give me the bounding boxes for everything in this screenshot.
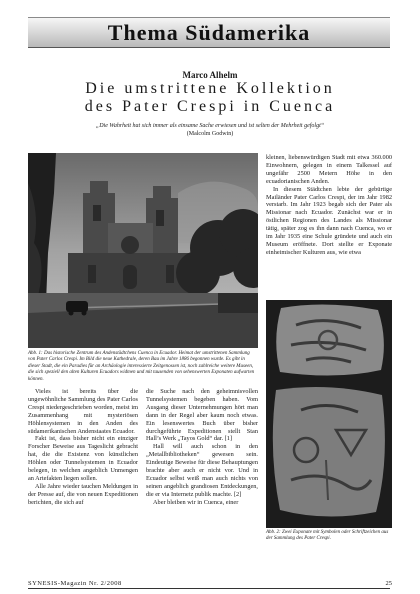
article-author: Marco Alhelm xyxy=(182,70,238,80)
paragraph: Fakt ist, dass bisher nicht ein einziger Forscher Beweise aus Tageslicht gebracht hat, die die Existenz von künstlichen Höhlen oder Tunnelsystemen in Ecuador belegen, in welchen angeblich Unmengen an Artefakten liegen sollen. xyxy=(28,435,138,482)
article-title-line-2: des Pater Crespi in Cuenca xyxy=(84,98,336,115)
figure-1-caption: Abb. 1: Das historische Zentrum des Andenstädtchens Cuenca in Ecuador. Heimat der umstrittenen Sammlung von Pater Carlos Crespi. Im Bild die neue Kathedrale, deren Bau im Jahre 1886 begonnen wurde. Es gibt in dieser Stadt, die ein Paradies für an Archäologie interessierte Zeitgenossen ist, noch zahlreiche weitere Museen, die sich speziell den alten Kulturen Ecuadors widmen und mit tausenden von sehenswerten Exponaten aufwarten können. xyxy=(28,351,255,382)
page-number: 25 xyxy=(385,580,392,587)
figure-2-caption: Abb. 2: Zwei Exponate mit Symbolen oder Schriftzeichen aus der Sammlung des Pater Crespi. xyxy=(266,530,389,542)
paragraph: In diesem Städtchen lebte der gebürtige Mailänder Pater Carlos Crespi, der im Jahr 1982 verstarb. Im Jahr 1923 begab sich der Pater als Missionar nach Ecuador. Zunächst war er in östlichen Regionen des Landes als Missionar tätig, später zog es ihn dann nach Cuenca, wo er im Jahr 1935 eine Schule gründete und auch ein Museum eröffnete. Dort stellte er Exponate einheimischer Kulturen aus, wie etwa xyxy=(266,185,392,256)
paragraph: Hall will auch schon in den „Metallbibliotheken“ gewesen sein. Eindeutige Beweise für diese Behauptungen brachte aber auch er nicht vor. Und in Ecuador selbst weiß man auch nichts von seinen angeblich grandiosen Entdeckungen, die er via Internetz publik machte. [2] xyxy=(146,443,258,498)
section-title: Thema Südamerika xyxy=(107,20,311,45)
cathedral-photo xyxy=(28,153,258,348)
paragraph: die Suche nach den geheimnisvollen Tunnelsystemen begeben haben. Vom Ausgang dieser Unternehmungen hört man dann in der Regel aber kaum noch etwas. Ein lesenswertes Buch über bisher durchgeführte Expeditionen stellt Stan Hall’s Werk „Tayos Gold“ dar. [1] xyxy=(146,388,258,443)
stone-exhibit-photo xyxy=(266,300,392,528)
magazine-issue: SYNESIS-Magazin Nr. 2/2008 xyxy=(28,580,122,587)
carved-stone-bottom xyxy=(273,387,385,517)
epigraph xyxy=(60,122,360,138)
carved-stone-top xyxy=(276,304,384,375)
section-banner xyxy=(28,17,390,48)
footer-divider xyxy=(28,588,390,589)
text-column-right xyxy=(266,154,392,257)
article-title-line-1: Die umstrittene Kollektion xyxy=(85,80,335,97)
paragraph: Alle Jahre wieder tauchen Meldungen in der Presse auf, die von neuen Expeditionen berichten, die sich auf xyxy=(28,482,138,506)
text-column-middle xyxy=(146,388,258,507)
text-column-left xyxy=(28,388,138,507)
paragraph: kleinen, liebenswürdigen Stadt mit etwa 360.000 Einwohnern, gelegen in einem Talkessel auf ungefähr 2500 Metern Höhe in den ecuadorianischen Anden. xyxy=(266,154,392,185)
paragraph: Vieles ist bereits über die ungewöhnliche Sammlung des Pater Carlos Crespi niedergeschrieben worden, meist im Zusammenhang mit mysteriösen Höhlensystemen in den Anden des südamerikanischen Andenstaates Ecuador. xyxy=(28,388,138,435)
epigraph-source: (Malcolm Godwin) xyxy=(186,131,234,137)
paragraph: Aber bleiben wir in Cuenca, einer xyxy=(153,498,239,506)
epigraph-text: „Die Wahrheit hat sich immer als einsame Sache erwiesen und ist selten der Mehrheit gefolgt“ xyxy=(95,123,325,129)
